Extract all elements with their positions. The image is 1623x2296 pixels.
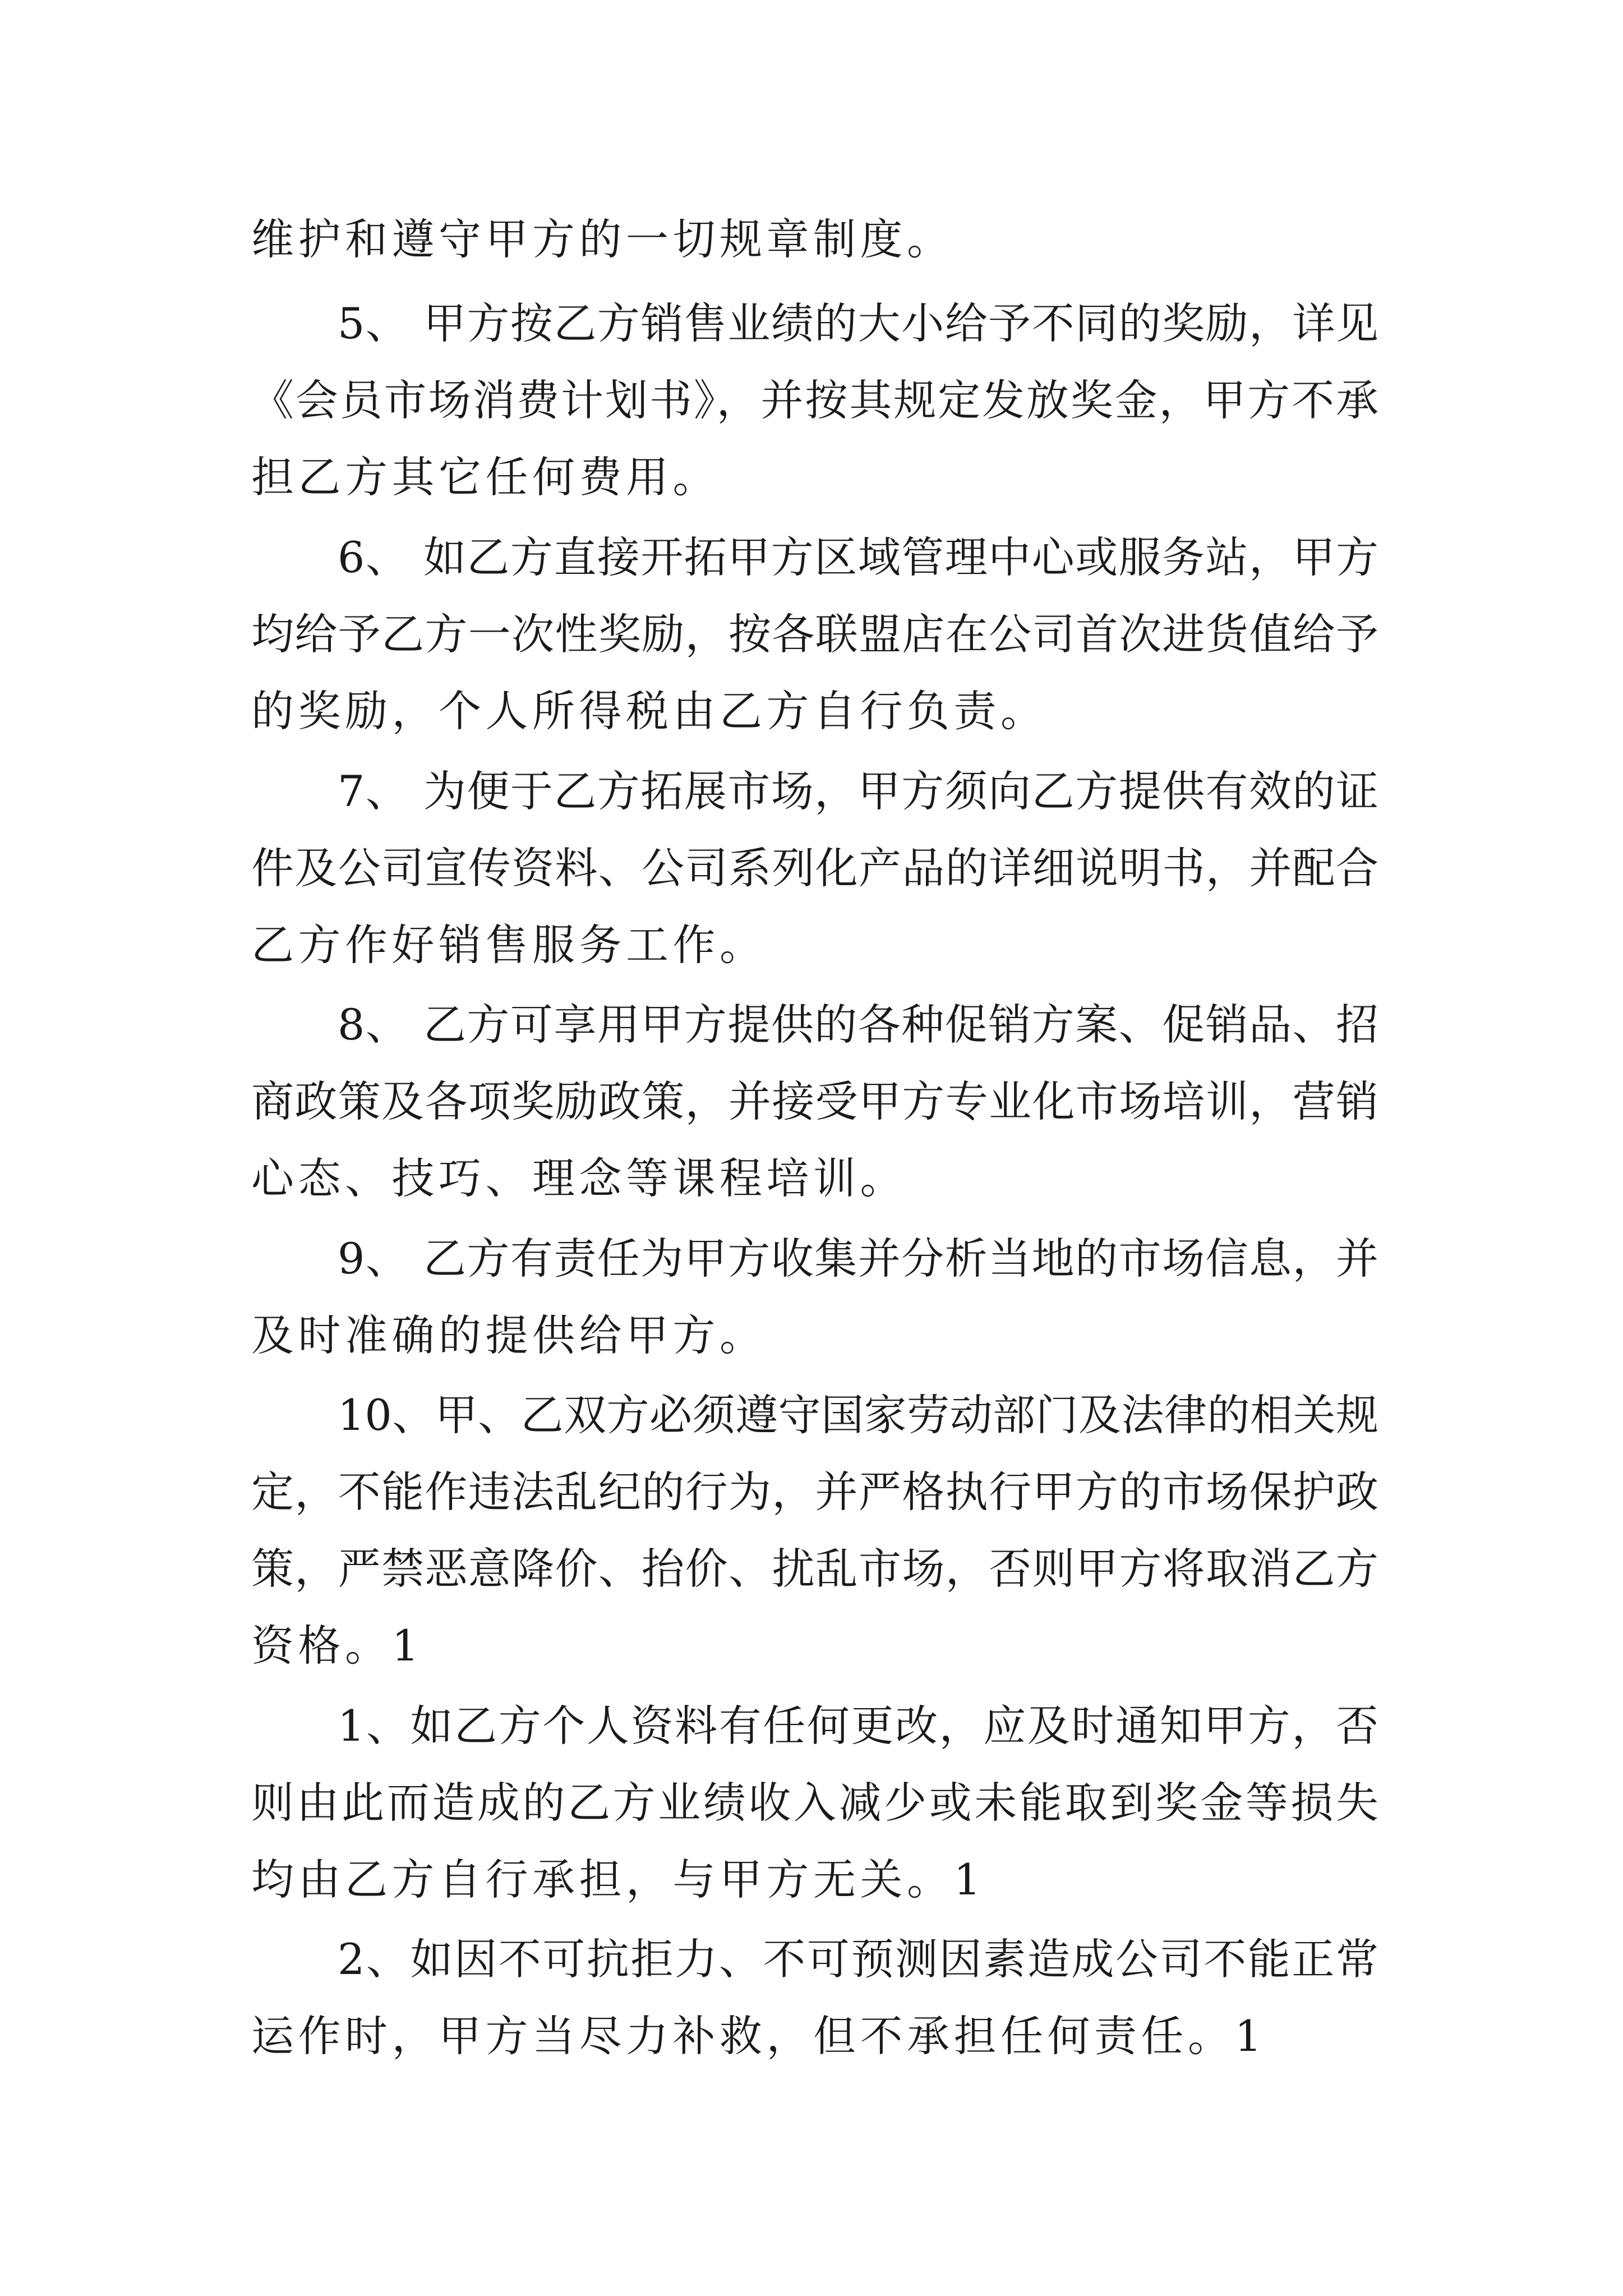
text-line: 及时准确的提供给甲方。 (251, 1310, 767, 1360)
paragraph-7-line: 7、 为便于乙方拓展市场，甲方须向乙方提供有效的证 (338, 766, 1378, 816)
paragraph-9-line: 9、 乙方有责任为甲方收集并分析当地的市场信息，并 (338, 1234, 1378, 1283)
paragraph-8-line: 8、 乙方可享用甲方提供的各种促销方案、促销品、招 (338, 1000, 1378, 1050)
text-line: 心态、技巧、理念等课程培训。 (251, 1153, 907, 1203)
text-line: 策，严禁恶意降价、抬价、扰乱市场，否则甲方将取消乙方 (251, 1544, 1378, 1594)
paragraph-6-line: 6、 如乙方直接开拓甲方区域管理中心或服务站，甲方 (338, 532, 1378, 582)
text-line: 均由乙方自行承担，与甲方无关。1 (251, 1855, 985, 1904)
text-line: 定，不能作违法乱纪的行为，并严格执行甲方的市场保护政 (251, 1467, 1378, 1517)
paragraph-5-line: 5、 甲方按乙方销售业绩的大小给予不同的奖励，详见 (338, 298, 1378, 348)
paragraph-10-line: 10、甲、乙双方必须遵守国家劳动部门及法律的相关规 (338, 1390, 1378, 1440)
text-line: 《会员市场消费计划书》，并按其规定发放奖金，甲方不承 (251, 375, 1378, 425)
text-line: 乙方作好销售服务工作。 (251, 920, 767, 970)
text-line: 则由此而造成的乙方业绩收入减少或未能取到奖金等损失 (251, 1778, 1378, 1828)
paragraph-11-line: 1、如乙方个人资料有任何更改，应及时通知甲方，否 (338, 1701, 1378, 1751)
text-line: 商政策及各项奖励政策，并接受甲方专业化市场培训，营销 (251, 1076, 1378, 1126)
paragraph-12-line: 2、如因不可抗拒力、不可预测因素造成公司不能正常 (338, 1934, 1378, 1984)
text-line: 均给予乙方一次性奖励，按各联盟店在公司首次进货值给予 (251, 609, 1378, 659)
text-line: 资格。1 (251, 1621, 423, 1671)
text-line: 运作时，甲方当尽力补救，但不承担任何责任。1 (251, 2011, 1266, 2061)
text-line: 担乙方其它任何费用。 (251, 452, 720, 502)
text-line: 的奖励，个人所得税由乙方自行负责。 (251, 686, 1048, 736)
text-line: 件及公司宣传资料、公司系列化产品的详细说明书，并配合 (251, 843, 1378, 893)
text-line: 维护和遵守甲方的一切规章制度。 (251, 214, 954, 264)
